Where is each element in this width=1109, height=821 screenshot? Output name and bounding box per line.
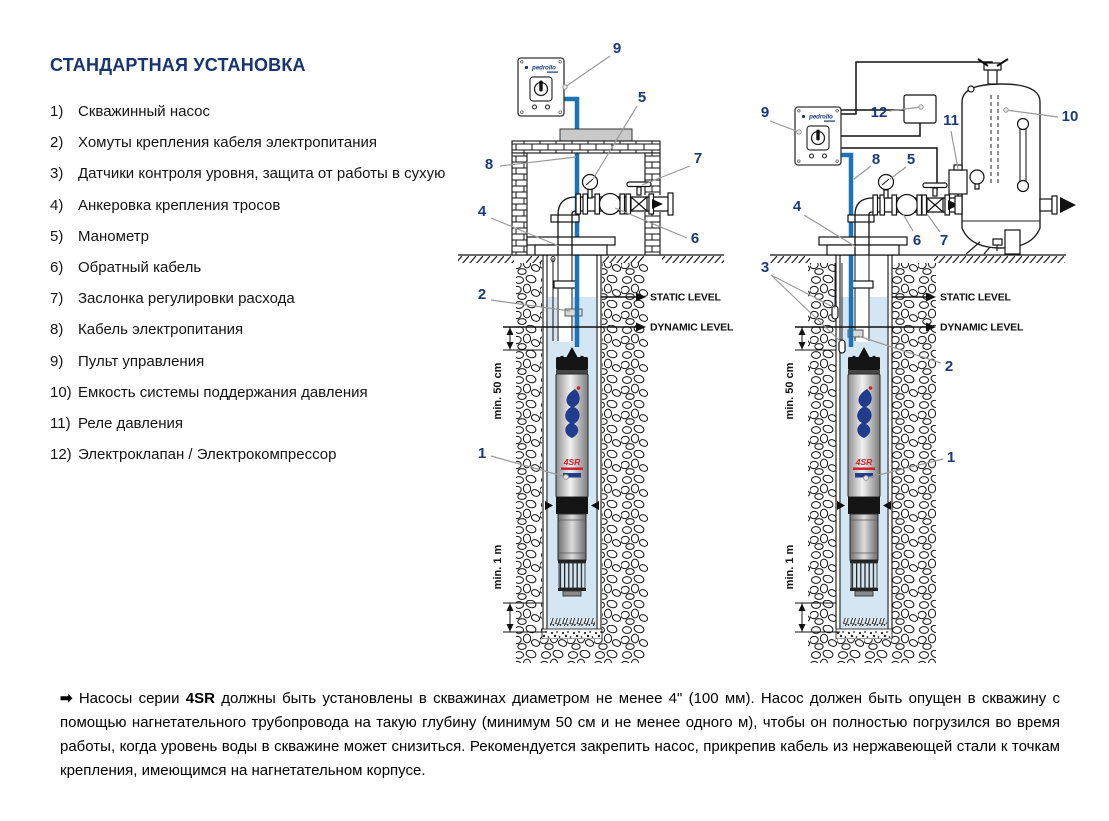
pressure-switch xyxy=(949,170,967,194)
legend-item-number: 5) xyxy=(50,227,64,245)
legend-item-number: 3) xyxy=(50,165,64,183)
callout-6: 6 xyxy=(912,232,922,249)
installation-note xyxy=(60,687,1060,783)
legend-item-label: Скважинный насос xyxy=(78,103,210,120)
legend-item-label: Кабель электропитания xyxy=(78,321,244,339)
callout-8: 8 xyxy=(484,156,494,173)
legend-item-label: Хомуты крепления кабеля электропитания xyxy=(78,134,377,152)
tank-level-gauge xyxy=(1018,119,1029,130)
callout-9: 9 xyxy=(760,104,770,121)
legend-item-number: 8) xyxy=(50,321,64,339)
legend-item-number: 11) xyxy=(50,414,71,432)
callout-11: 11 xyxy=(943,112,959,129)
callout-2: 2 xyxy=(477,286,487,303)
callout-12: 12 xyxy=(870,104,888,121)
callout-7: 7 xyxy=(693,150,703,167)
legend-item-label: Анкеровка крепления тросов xyxy=(78,196,281,214)
gate-valve xyxy=(631,197,639,211)
legend-item-number: 7) xyxy=(50,290,64,308)
legend-item-label: Электроклапан / Электрокомпрессор xyxy=(78,446,337,464)
legend-item-number: 9) xyxy=(50,352,64,370)
legend-item-label: Пульт управления xyxy=(78,352,205,370)
callout-9: 9 xyxy=(612,40,622,57)
callout-8: 8 xyxy=(871,151,881,168)
callout-1: 1 xyxy=(477,445,487,462)
control-panel-left xyxy=(518,58,564,116)
check-valve xyxy=(600,194,621,215)
min-1m-label: min. 1 m xyxy=(492,544,504,590)
callout-5: 5 xyxy=(906,151,916,168)
legend-item-label: Обратный кабель xyxy=(78,258,202,276)
legend-item-number: 12) xyxy=(50,446,72,464)
min-50cm-label: min. 50 cm xyxy=(784,362,796,420)
cable-clamp xyxy=(565,309,582,316)
dynamic-level-label: DYNAMIC LEVEL xyxy=(650,321,734,334)
note-product-name: 4SR xyxy=(185,690,215,707)
callout-1: 1 xyxy=(946,449,956,466)
legend-item-number: 1) xyxy=(50,103,64,120)
callout-5: 5 xyxy=(637,89,647,106)
diagram-well-pit-installation xyxy=(458,40,734,663)
pit-cover-slab xyxy=(560,129,632,141)
note-body: должны быть установлены в скважинах диаметром не менее 4" (100 мм). Насос должен быть опущен в скважину с помощью нагнетательного трубопровода на такую глубину (минимум 50 см и не менее одного м), чтобы он полностью погрузился во время работы, когда уровень воды в скважине может снизиться. Рекомендуется закрепить насос, прикрепив кабель из нержавеющей стали к точкам крепления, имеющимся на нагнетательном корпусе. xyxy=(60,690,1060,779)
legend-item-label: Датчики контроля уровня, защита от работы в сухую xyxy=(78,165,446,183)
wellhead-plate xyxy=(819,237,907,245)
note-arrow-icon: ➡ xyxy=(60,690,73,707)
diagram-well-tank-installation xyxy=(761,59,1079,663)
valve-handle xyxy=(923,183,947,188)
outflow-arrow-icon xyxy=(1060,197,1076,213)
legend-item-label: Заслонка регулировки расхода xyxy=(78,290,295,308)
callout-2: 2 xyxy=(944,358,954,375)
callout-4: 4 xyxy=(792,198,802,215)
control-panel-right xyxy=(795,107,841,165)
legend-item-number: 10) xyxy=(50,383,72,401)
pressure-gauge-small xyxy=(970,170,984,184)
installation-diagrams: pedrollo 4SR STATIC LEVEL DYNAMIC LEVEL min. 50 cm min. 1 m 9 5 7 8 4 6 2 1 STATIC LEVEL DYNAMIC LEVEL min. 50 cm min. 1 m 9 12 11 10 8 5 4 6 7 3 2 1 xyxy=(0,0,1109,821)
tank-leg xyxy=(1005,230,1020,254)
callout-10: 10 xyxy=(1061,108,1079,125)
callout-3: 3 xyxy=(760,259,770,276)
legend-item-label: Емкость системы поддержания давления xyxy=(78,383,368,401)
legend-item-number: 6) xyxy=(50,258,64,276)
pressure-tank xyxy=(962,84,1040,248)
legend-item-label: Реле давления xyxy=(78,414,184,432)
min-1m-label: min. 1 m xyxy=(784,544,796,590)
level-sensor-probe xyxy=(839,340,845,353)
legend-item-number: 2) xyxy=(50,134,64,152)
static-level-label: STATIC LEVEL xyxy=(650,291,721,304)
callout-4: 4 xyxy=(477,203,487,220)
min-50cm-label: min. 50 cm xyxy=(492,362,504,420)
pit-wall xyxy=(512,141,660,153)
legend-item-label: Манометр xyxy=(78,227,150,245)
note-lead: Насосы серии xyxy=(78,690,186,707)
legend-item-number: 4) xyxy=(50,196,64,214)
page-title: СТАНДАРТНАЯ УСТАНОВКА xyxy=(50,55,306,75)
gate-valve xyxy=(927,198,935,212)
pit-wall xyxy=(512,153,527,255)
callout-7: 7 xyxy=(939,232,949,249)
static-level-label: STATIC LEVEL xyxy=(940,291,1011,304)
callout-6: 6 xyxy=(690,230,700,247)
check-valve xyxy=(897,195,918,216)
dynamic-level-label: DYNAMIC LEVEL xyxy=(940,321,1024,334)
